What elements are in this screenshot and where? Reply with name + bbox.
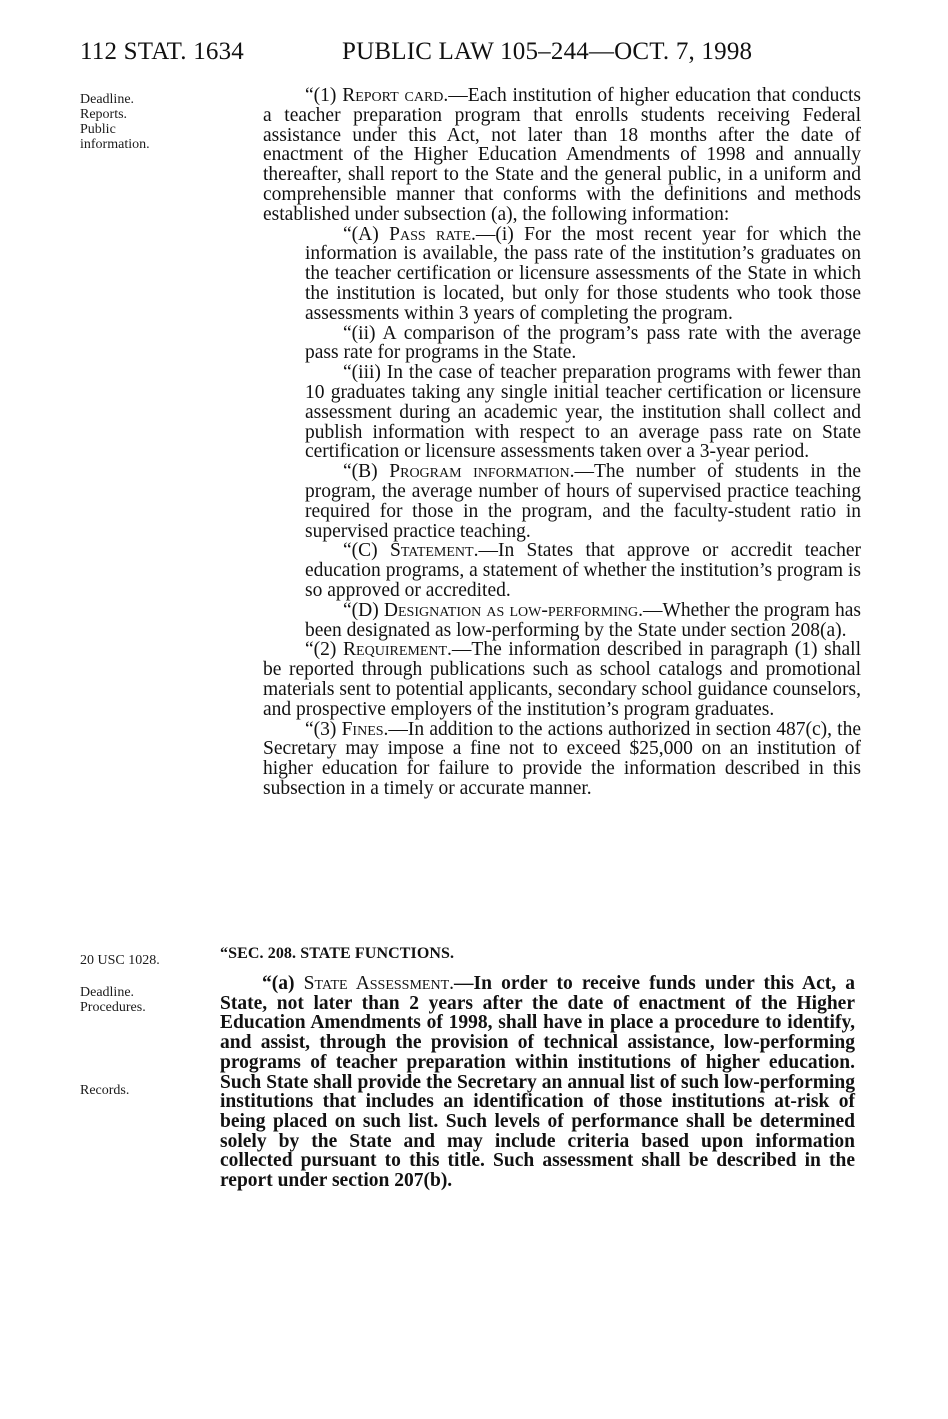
paragraph-body: —The information described in paragraph (1) shall be reported through publications such as school catalogs and promotional materials sent to potential applicants, secondary school guidance counselors, and prospective employers of the institution’s program graduates. [263, 639, 862, 720]
page-number: 112 STAT. 1634 [80, 38, 244, 65]
margin-note-line: Public [80, 122, 116, 137]
paragraph-body: —In States that approve or accredit teacher education programs, a statement of whether the institution’s program is so approved or accredited. [305, 540, 862, 601]
paragraph-heading: Statement. [389, 540, 479, 562]
paragraph-label: “(D) [343, 599, 379, 621]
margin-note-records [80, 1083, 200, 1098]
margin-note-line: Deadline. [80, 92, 135, 107]
paragraph-heading: Pass rate. [389, 223, 476, 245]
paragraph-1-report-card [263, 86, 861, 225]
paragraph-label: “(2) [305, 639, 337, 661]
margin-note-line: Procedures. [80, 1000, 146, 1015]
margin-note-deadline-reports [80, 92, 200, 152]
section-208-text [220, 974, 855, 1191]
paragraph-body: —In addition to the actions authorized in section 487(c), the Secretary may impose a fine not to exceed $25,000 on an institution of higher education for failure to provide the information described in this subsection in a timely or accurate manner. [263, 718, 862, 799]
page-header [80, 30, 800, 70]
paragraph-2-requirement [263, 640, 861, 719]
paragraph-label: “(1) [305, 85, 337, 106]
paragraph-label: “(B) [343, 461, 378, 483]
paragraph-body: —The number of students in the program, the average number of hours of supervised practice teaching required for those in the program, and the faculty-student ratio in supervised practice teaching. [305, 461, 862, 542]
law-title: PUBLIC LAW 105–244—OCT. 7, 1998 [342, 38, 753, 65]
section-heading: “SEC. 208. STATE FUNCTIONS. [220, 945, 455, 962]
paragraph-3-fines [263, 720, 861, 799]
paragraph-heading: Requirement. [343, 639, 452, 661]
margin-note-line: Reports. [80, 107, 128, 122]
margin-note-deadline-procedures [80, 985, 200, 1015]
margin-note-line: Records. [80, 1083, 130, 1098]
paragraph-heading: State Assessment. [303, 973, 455, 994]
paragraph-body: —Each institution of higher education that conducts a teacher preparation program that enrolls students receiving Federal assistance under this Act, not later than 18 months after the date of enactment of the Higher Education Amendments of 1998 and annually thereafter, shall report to the State and the general public, in a uniform and comprehensible manner that conforms with the definitions and methods established under subsection (a), the following information: [263, 85, 862, 225]
margin-note-line: information. [80, 137, 150, 152]
main-text-block [263, 86, 861, 799]
margin-note-usc [80, 953, 200, 968]
paragraph-body: —In order to receive funds under this Act, a State, not later than 2 years after the date of enactment of the Higher Education Amendments of 1998, shall have in place a procedure to identify, and assist, through the provision of technical assistance, low-performing programs of teacher preparation within institutions of higher education. Such State shall provide the Secretary an annual list of such low-performing institutions that includes an identification of those institutions at-risk of being placed on such list. Such levels of performance shall be determined solely by the State and may include criteria based upon information collected pursuant to this title. Such assessment shall be described in the report under section 207(b). [220, 973, 856, 1192]
paragraph-b-program-information [305, 462, 861, 541]
paragraph-label: “(a) [262, 973, 295, 994]
paragraph-heading: Program information. [389, 461, 575, 483]
paragraph-a-ii: “(ii) A comparison of the program’s pass rate with the average pass rate for programs in the State. [305, 322, 861, 364]
paragraph-heading: Report card. [342, 85, 449, 106]
paragraph-a-state-assessment [220, 974, 855, 1191]
paragraph-c-statement [305, 541, 861, 600]
paragraph-d-designation [305, 601, 861, 641]
paragraph-a-pass-rate [305, 225, 861, 324]
paragraph-a-iii: “(iii) In the case of teacher preparation programs with fewer than 10 graduates taking any single initial teacher certification or licensure assessment during an academic year, the institution shall collect and publish information with respect to an average pass rate on State certification or licensure assessments taken over a 3-year period. [305, 362, 861, 463]
paragraph-label: “(3) [305, 718, 337, 740]
margin-note-line: Deadline. [80, 985, 135, 1000]
paragraph-heading: Designation as low-performing. [383, 599, 643, 621]
paragraph-body: —Whether the program has been designated as low-performing by the State under section 208(a). [305, 599, 862, 641]
paragraph-body: —(i) For the most recent year for which the information is available, the pass rate of the institution’s graduates on the teacher certification or licensure assessments of the State in which the institution is located, but only for those students who took those assessments within 3 years of completing the program. [305, 223, 862, 324]
paragraph-heading: Fines. [341, 718, 389, 740]
paragraph-label: “(A) [343, 223, 379, 245]
paragraph-label: “(C) [343, 540, 378, 562]
margin-note-line: 20 USC 1028. [80, 953, 160, 968]
